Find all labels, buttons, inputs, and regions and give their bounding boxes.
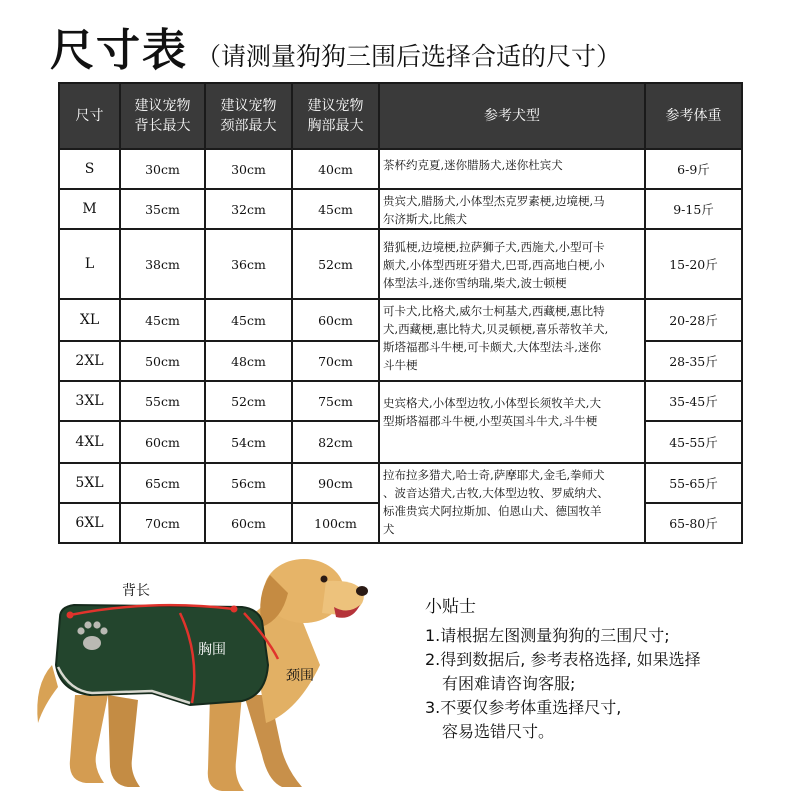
neck-cell: 56cm — [205, 463, 292, 503]
table-row — [59, 229, 742, 299]
header-text: 建议宠物 — [307, 98, 364, 114]
header-text: 建议宠物 — [220, 98, 277, 114]
back-length-cell: 35cm — [120, 189, 205, 229]
neck-cell: 52cm — [205, 381, 292, 421]
table-header-cell — [59, 83, 120, 149]
tip-line: 3.不要仅参考体重选择尺寸, — [425, 698, 622, 717]
chest-cell: 52cm — [292, 229, 379, 299]
chest-cell: 90cm — [292, 463, 379, 503]
breed-text-line: 尔济斯犬,比熊犬 — [383, 212, 468, 226]
tip-line: 2.得到数据后, 参考表格选择, 如果选择 — [425, 650, 701, 669]
breed-text-line: 犬,西藏梗,惠比特犬,贝灵顿梗,喜乐蒂牧羊犬, — [383, 322, 609, 336]
breed-cell — [379, 381, 645, 463]
breed-text-line: 颇犬,小体型西班牙猎犬,巴哥,西高地白梗,小 — [383, 258, 605, 272]
dog-eye — [321, 576, 328, 583]
dog-coat — [56, 605, 268, 705]
dog-front-leg — [208, 695, 244, 791]
breed-cell — [379, 229, 645, 299]
weight-cell: 20-28斤 — [645, 299, 742, 341]
dog-hind-leg — [70, 695, 108, 783]
size-cell: 5XL — [59, 463, 120, 503]
breed-text-line: 可卡犬,比格犬,威尔士柯基犬,西藏梗,惠比特 — [383, 304, 605, 318]
size-table — [58, 82, 743, 544]
header-text: 参考犬型 — [484, 108, 540, 124]
size-cell: 6XL — [59, 503, 120, 543]
chest-cell: 100cm — [292, 503, 379, 543]
tip-line: 容易选错尺寸。 — [442, 722, 555, 741]
breed-text-line: 犬 — [383, 522, 395, 536]
neck-cell: 54cm — [205, 421, 292, 463]
weight-cell: 45-55斤 — [645, 421, 742, 463]
tip-line: 1.请根据左图测量狗狗的三围尺寸; — [425, 626, 670, 645]
dog-hind-leg-2 — [108, 695, 140, 787]
table-header-cell — [645, 83, 742, 149]
tips-list — [425, 624, 795, 744]
back-length-cell: 50cm — [120, 341, 205, 381]
table-row — [59, 149, 742, 189]
back-length-cell: 70cm — [120, 503, 205, 543]
back-length-cell: 60cm — [120, 421, 205, 463]
table-row — [59, 299, 742, 341]
tips-title: 小贴士 — [425, 597, 476, 617]
dog-wearing-coat-image — [30, 555, 410, 795]
chest-label: 胸围 — [198, 642, 226, 658]
back-length-cell: 65cm — [120, 463, 205, 503]
table-header-cell — [205, 83, 292, 149]
table-row — [59, 463, 742, 503]
dog-tail — [37, 665, 58, 723]
chest-cell: 45cm — [292, 189, 379, 229]
breed-text-line: 、波音达猎犬,古牧,大体型边牧、罗威纳犬、 — [383, 486, 609, 500]
back-length-cell: 30cm — [120, 149, 205, 189]
header-text: 胸部最大 — [307, 118, 364, 134]
dog-nose — [356, 586, 368, 596]
chest-cell: 40cm — [292, 149, 379, 189]
size-cell: S — [59, 149, 120, 189]
breed-cell — [379, 189, 645, 229]
breed-text-line: 史宾格犬,小体型边牧,小体型长须牧羊犬,大 — [383, 396, 601, 410]
neck-cell: 60cm — [205, 503, 292, 543]
size-cell: XL — [59, 299, 120, 341]
back-length-cell: 38cm — [120, 229, 205, 299]
weight-cell: 9-15斤 — [645, 189, 742, 229]
header-text: 尺寸 — [75, 108, 104, 124]
breed-text-line: 茶杯约克夏,迷你腊肠犬,迷你杜宾犬 — [383, 158, 563, 172]
neck-cell: 48cm — [205, 341, 292, 381]
breed-text-line: 体型法斗,迷你雪纳瑞,柴犬,波士顿梗 — [383, 276, 567, 290]
size-cell: M — [59, 189, 120, 229]
table-row — [59, 381, 742, 421]
header-text: 背长最大 — [134, 118, 191, 134]
breed-text-line: 拉布拉多猎犬,哈士奇,萨摩耶犬,金毛,拳师犬 — [383, 468, 605, 482]
breed-cell — [379, 149, 645, 189]
size-cell: 2XL — [59, 341, 120, 381]
breed-text-line: 型斯塔福郡斗牛梗,小型英国斗牛犬,斗牛梗 — [383, 414, 598, 428]
weight-cell: 15-20斤 — [645, 229, 742, 299]
table-row — [59, 189, 742, 229]
back-length-end-marker — [231, 606, 238, 613]
chest-cell: 60cm — [292, 299, 379, 341]
weight-cell: 28-35斤 — [645, 341, 742, 381]
neck-cell: 30cm — [205, 149, 292, 189]
weight-cell: 35-45斤 — [645, 381, 742, 421]
header-text: 建议宠物 — [134, 98, 191, 114]
weight-cell: 6-9斤 — [645, 149, 742, 189]
tip-line: 有困难请咨询客服; — [442, 674, 576, 693]
weight-cell: 65-80斤 — [645, 503, 742, 543]
neck-cell: 36cm — [205, 229, 292, 299]
dog-illustration — [30, 555, 410, 795]
breed-text-line: 猎狐梗,边境梗,拉萨狮子犬,西施犬,小型可卡 — [383, 240, 605, 254]
title-main: 尺寸表 — [50, 25, 188, 76]
page-title — [50, 14, 621, 74]
neck-cell: 45cm — [205, 299, 292, 341]
weight-cell: 55-65斤 — [645, 463, 742, 503]
breed-text-line: 斯塔福郡斗牛梗,可卡颇犬,大体型法斗,迷你 — [383, 340, 601, 354]
breed-cell — [379, 463, 645, 543]
table-header-cell — [292, 83, 379, 149]
title-subtitle: （请测量狗狗三围后选择合适的尺寸） — [196, 42, 622, 71]
back-length-start-marker — [67, 612, 74, 619]
chest-cell: 75cm — [292, 381, 379, 421]
size-cell: L — [59, 229, 120, 299]
back-length-cell: 55cm — [120, 381, 205, 421]
header-text: 参考体重 — [665, 108, 722, 124]
chest-cell: 82cm — [292, 421, 379, 463]
size-cell: 3XL — [59, 381, 120, 421]
back-length-label: 背长 — [122, 583, 150, 599]
size-cell: 4XL — [59, 421, 120, 463]
breed-cell — [379, 299, 645, 381]
tips-box — [425, 592, 795, 744]
neck-cell: 32cm — [205, 189, 292, 229]
breed-text-line: 斗牛梗 — [383, 358, 418, 372]
table-header-row — [59, 83, 742, 149]
breed-text-line: 贵宾犬,腊肠犬,小体型杰克罗素梗,边境梗,马 — [383, 194, 605, 208]
header-text: 颈部最大 — [220, 118, 277, 134]
chest-cell: 70cm — [292, 341, 379, 381]
table-header-cell — [379, 83, 645, 149]
dog-muzzle — [322, 581, 364, 615]
breed-text-line: 标准贵宾犬阿拉斯加、伯恩山犬、德国牧羊 — [383, 504, 602, 518]
neck-label: 颈围 — [286, 668, 314, 684]
back-length-cell: 45cm — [120, 299, 205, 341]
table-header-cell — [120, 83, 205, 149]
